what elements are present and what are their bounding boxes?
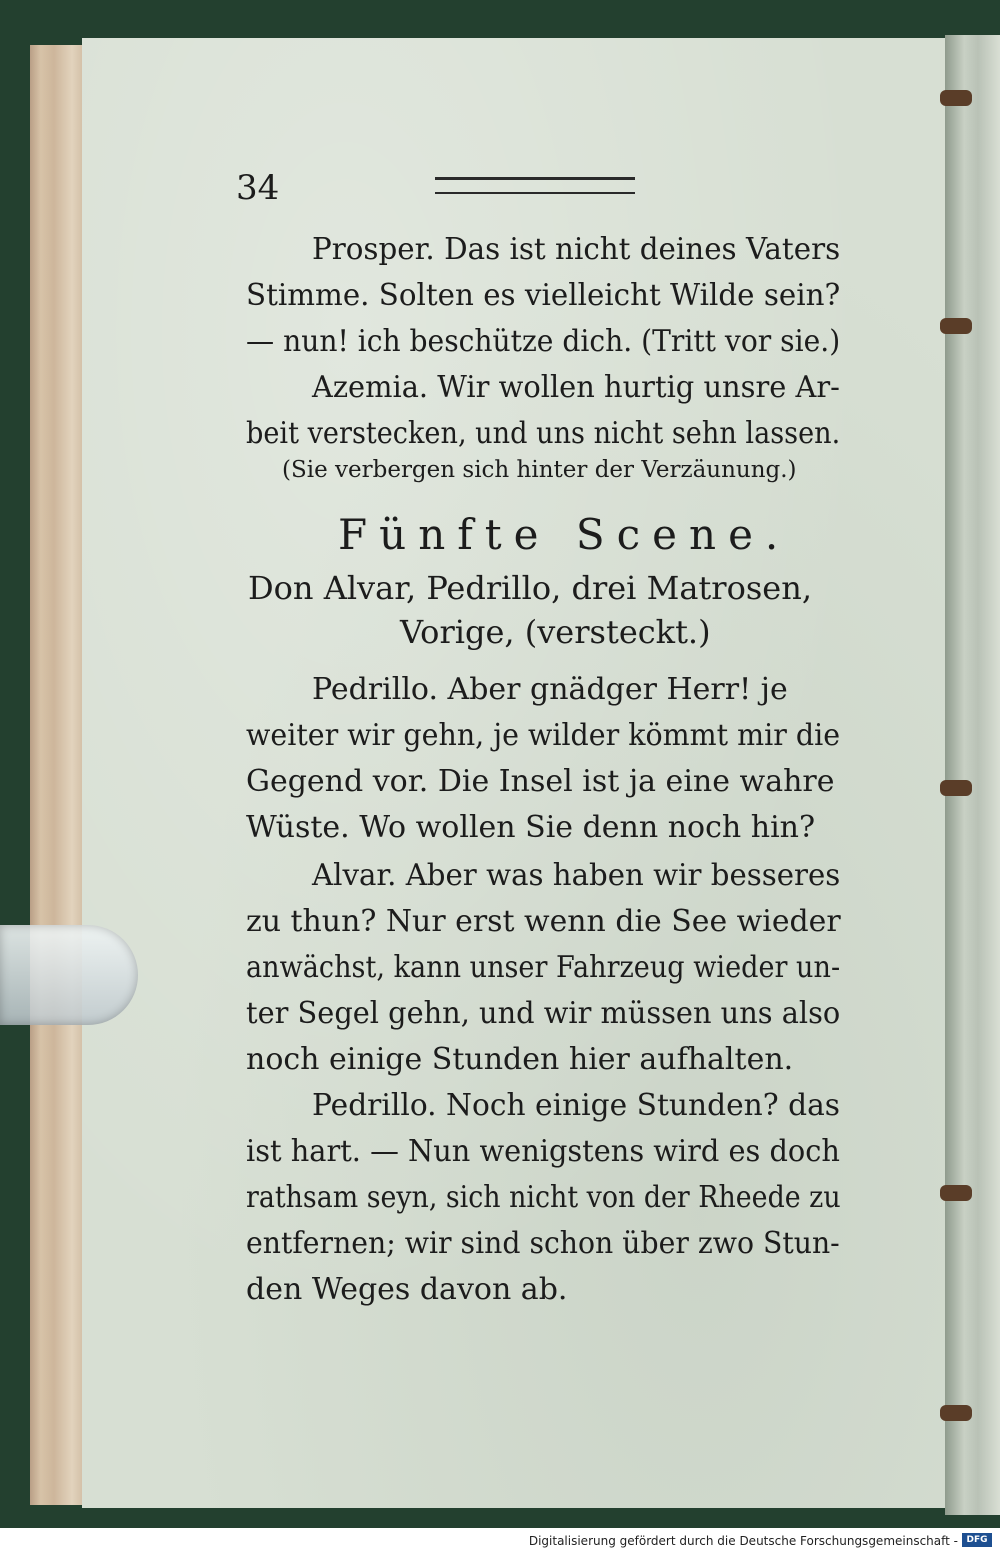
text-line: den Weges davon ab. <box>246 1272 568 1307</box>
text-line: Pedrillo. Aber gnädger Herr! je <box>312 672 788 707</box>
text-line: Pedrillo. Noch einige Stunden? das <box>312 1088 841 1123</box>
text-line: Stimme. Solten es vielleicht Wilde sein? <box>246 278 841 313</box>
text-line: ter Segel gehn, und wir müssen uns also <box>246 996 841 1031</box>
text-line: Gegend vor. Die Insel ist ja eine wahre <box>246 764 835 799</box>
text-line: — nun! ich beschütze dich. (Tritt vor sie.) <box>246 324 841 359</box>
stage-direction: (Sie verbergen sich hinter der Verzäunung.) <box>282 457 797 483</box>
text-line: Wüste. Wo wollen Sie denn noch hin? <box>246 810 816 845</box>
dfg-logo: DFG <box>962 1533 992 1547</box>
cast-list: Vorige, (versteckt.) <box>400 613 711 651</box>
text-line: rathsam seyn, sich nicht von der Rheede zu <box>246 1180 841 1215</box>
cast-list: Don Alvar, Pedrillo, drei Matrosen, <box>248 569 812 607</box>
text-line: Prosper. Das ist nicht deines Vaters <box>312 232 841 267</box>
footer-credit: Digitalisierung gefördert durch die Deutsche Forschungsgemeinschaft - <box>528 1534 958 1548</box>
scene-heading: Fünfte Scene. <box>338 510 791 559</box>
header-rule <box>435 177 635 194</box>
text-line: zu thun? Nur erst wenn die See wieder <box>246 904 841 939</box>
text-line: weiter wir gehn, je wilder kömmt mir die <box>246 718 841 753</box>
text-line: Azemia. Wir wollen hurtig unsre Ar- <box>312 370 840 405</box>
text-line: ist hart. — Nun wenigstens wird es doch <box>246 1134 840 1169</box>
page-number: 34 <box>236 168 280 208</box>
text-line: noch einige Stunden hier aufhalten. <box>246 1042 794 1077</box>
text-line: Alvar. Aber was haben wir besseres <box>312 858 841 893</box>
text-line: anwächst, kann unser Fahrzeug wieder un- <box>246 950 841 985</box>
text-line: entfernen; wir sind schon über zwo Stun- <box>246 1226 840 1261</box>
text-line: beit verstecken, und uns nicht sehn lassen. <box>246 416 841 451</box>
